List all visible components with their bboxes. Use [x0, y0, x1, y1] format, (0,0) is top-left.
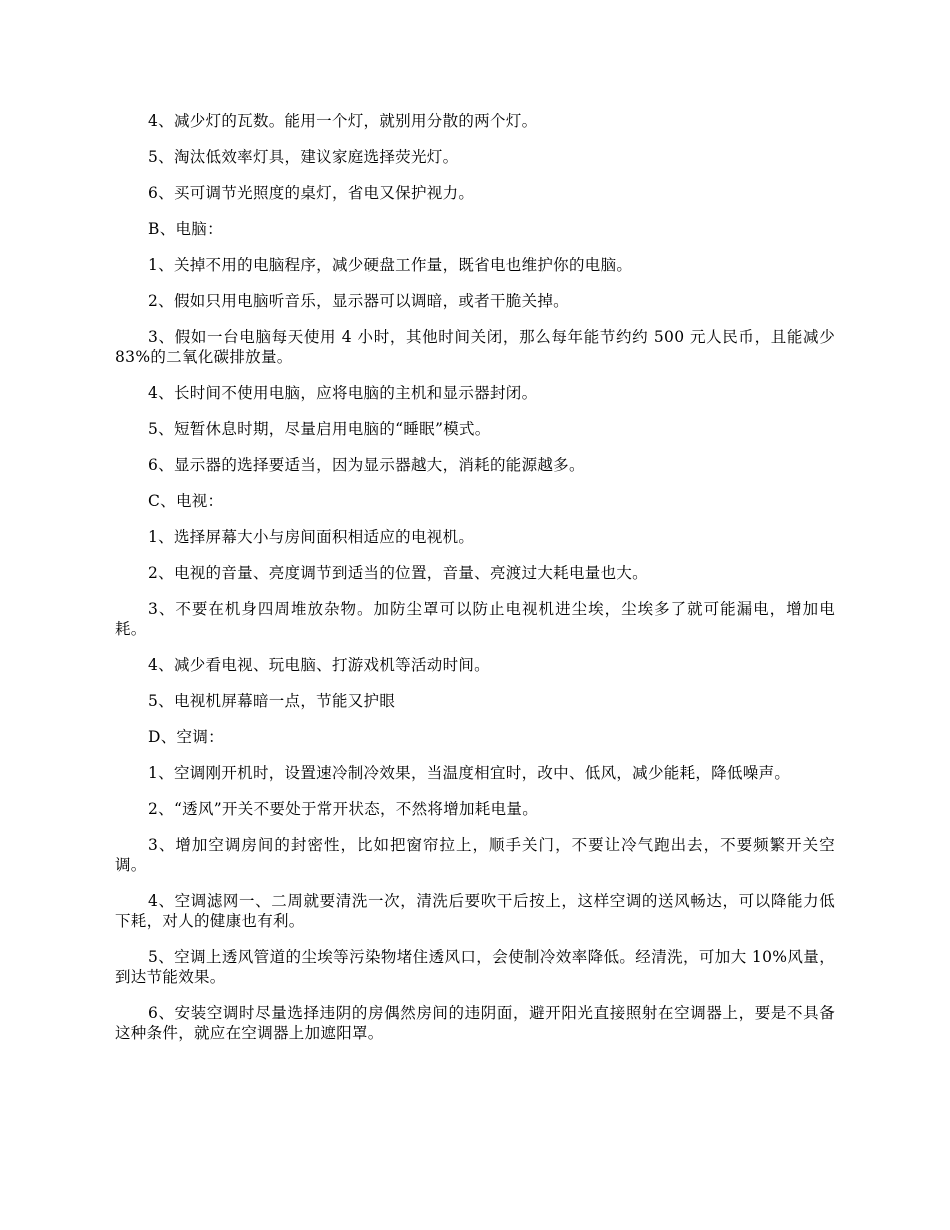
paragraph-ac-1: 1、空调刚开机时，设置速冷制冷效果，当温度相宜时，改中、低风，减少能耗，降低噪声。: [148, 764, 791, 782]
paragraph-ac-4: 4、空调滤网一、二周就要清洗一次，清洗后要吹干后按上，这样空调的送风畅达，可以降能力低下耗，对人的健康也有利。: [115, 892, 835, 930]
paragraph-light-5: 5、淘汰低效率灯具，建议家庭选择荧光灯。: [148, 148, 459, 166]
document-body: [115, 111, 835, 1059]
section-heading-ac: D、空调：: [148, 728, 224, 746]
paragraph-computer-4: 4、长时间不使用电脑，应将电脑的主机和显示器封闭。: [148, 384, 538, 402]
paragraph-light-6: 6、买可调节光照度的桌灯，省电又保护视力。: [148, 184, 475, 202]
paragraph-ac-6: 6、安装空调时尽量选择违阴的房偶然房间的违阴面，避开阳光直接照射在空调器上，要是不具备这种条件，就应在空调器上加遮阳罩。: [115, 1004, 835, 1042]
paragraph-computer-5: 5、短暂休息时期，尽量启用电脑的“睡眠”模式。: [148, 420, 491, 438]
paragraph-computer-2: 2、假如只用电脑听音乐，显示器可以调暗，或者干脆关掉。: [148, 292, 569, 310]
paragraph-tv-5: 5、电视机屏幕暗一点，节能又护眼: [148, 692, 396, 710]
paragraph-light-4: 4、减少灯的瓦数。能用一个灯，就别用分散的两个灯。: [148, 112, 538, 130]
paragraph-tv-4: 4、减少看电视、玩电脑、打游戏机等活动时间。: [148, 656, 490, 674]
paragraph-ac-5: 5、空调上透风管道的尘埃等污染物堵住透风口，会使制冷效率降低。经清洗，可加大 10%风量，到达节能效果。: [115, 948, 835, 986]
paragraph-ac-2: 2、“透风”开关不要处于常开状态，不然将增加耗电量。: [148, 800, 539, 818]
paragraph-tv-3: 3、不要在机身四周堆放杂物。加防尘罩可以防止电视机进尘埃，尘埃多了就可能漏电，增加电耗。: [115, 600, 835, 638]
paragraph-ac-3: 3、增加空调房间的封密性，比如把窗帘拉上，顺手关门，不要让冷气跑出去，不要频繁开关空调。: [115, 836, 835, 874]
section-heading-computer: B、电脑：: [148, 220, 223, 238]
paragraph-tv-2: 2、电视的音量、亮度调节到适当的位置，音量、亮渡过大耗电量也大。: [148, 564, 648, 582]
paragraph-tv-1: 1、选择屏幕大小与房间面积相适应的电视机。: [148, 528, 475, 546]
paragraph-computer-6: 6、显示器的选择要适当，因为显示器越大，消耗的能源越多。: [148, 456, 585, 474]
paragraph-computer-1: 1、关掉不用的电脑程序，减少硬盘工作量，既省电也维护你的电脑。: [148, 256, 633, 274]
section-heading-tv: C、电视：: [148, 492, 224, 510]
paragraph-computer-3: 3、假如一台电脑每天使用 4 小时，其他时间关闭，那么每年能节约约 500 元人民币，且能减少 83%的二氧化碳排放量。: [115, 328, 835, 366]
